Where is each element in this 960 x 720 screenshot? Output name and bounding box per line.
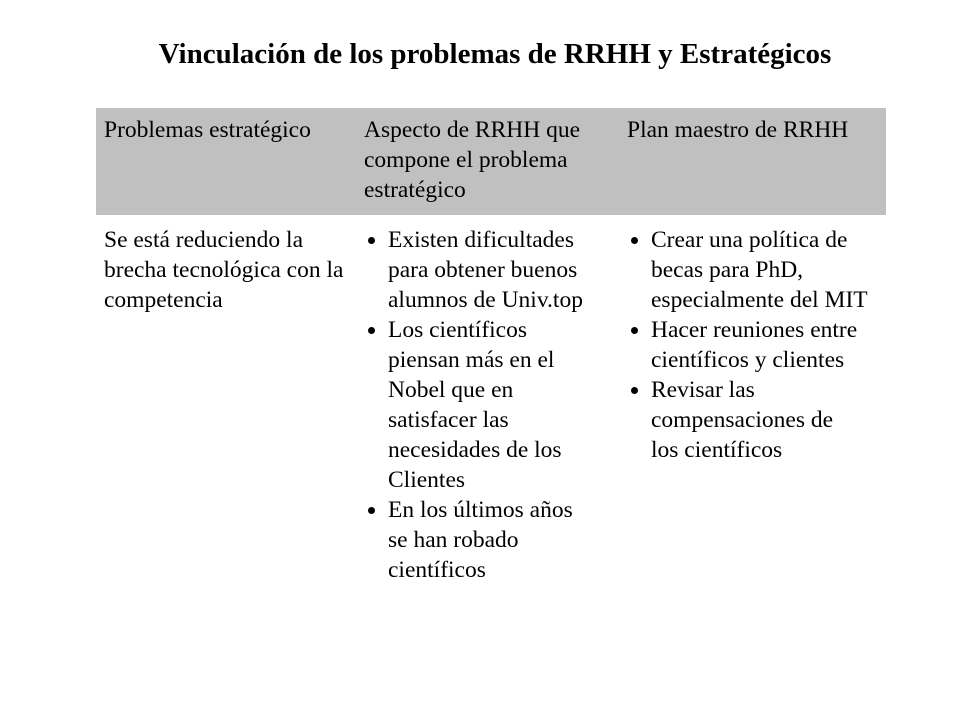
hr-plan-cell — [617, 221, 886, 585]
hr-strategy-table — [96, 108, 886, 585]
hr-aspect-cell — [352, 221, 617, 585]
page-title: Vinculación de los problemas de RRHH y Estratégicos — [158, 38, 832, 70]
list-item: Revisar las compensaciones de los científicos — [627, 375, 866, 465]
hr-aspect-list — [364, 225, 617, 585]
list-item: En los últimos años se han robado científicos — [364, 495, 598, 585]
table-header-row — [96, 108, 886, 215]
list-item: Crear una política de becas para PhD, especialmente del MIT — [627, 225, 886, 315]
header-hr-master-plan: Plan maestro de RRHH — [627, 117, 849, 143]
header-strategic-problems: Problemas estratégico — [104, 117, 311, 143]
list-item: Hacer reuniones entre científicos y clientes — [627, 315, 866, 375]
strategic-problem-cell: Se está reduciendo la brecha tecnológica con la competencia — [104, 227, 344, 313]
table-row — [96, 221, 886, 585]
list-item: Los científicos piensan más en el Nobel que en satisfacer las necesidades de los Clientes — [364, 315, 598, 495]
list-item: Existen dificultades para obtener buenos alumnos de Univ.top — [364, 225, 618, 315]
hr-plan-list — [627, 225, 886, 465]
header-hr-aspect: Aspecto de RRHH que compone el problema estratégico — [364, 117, 581, 203]
